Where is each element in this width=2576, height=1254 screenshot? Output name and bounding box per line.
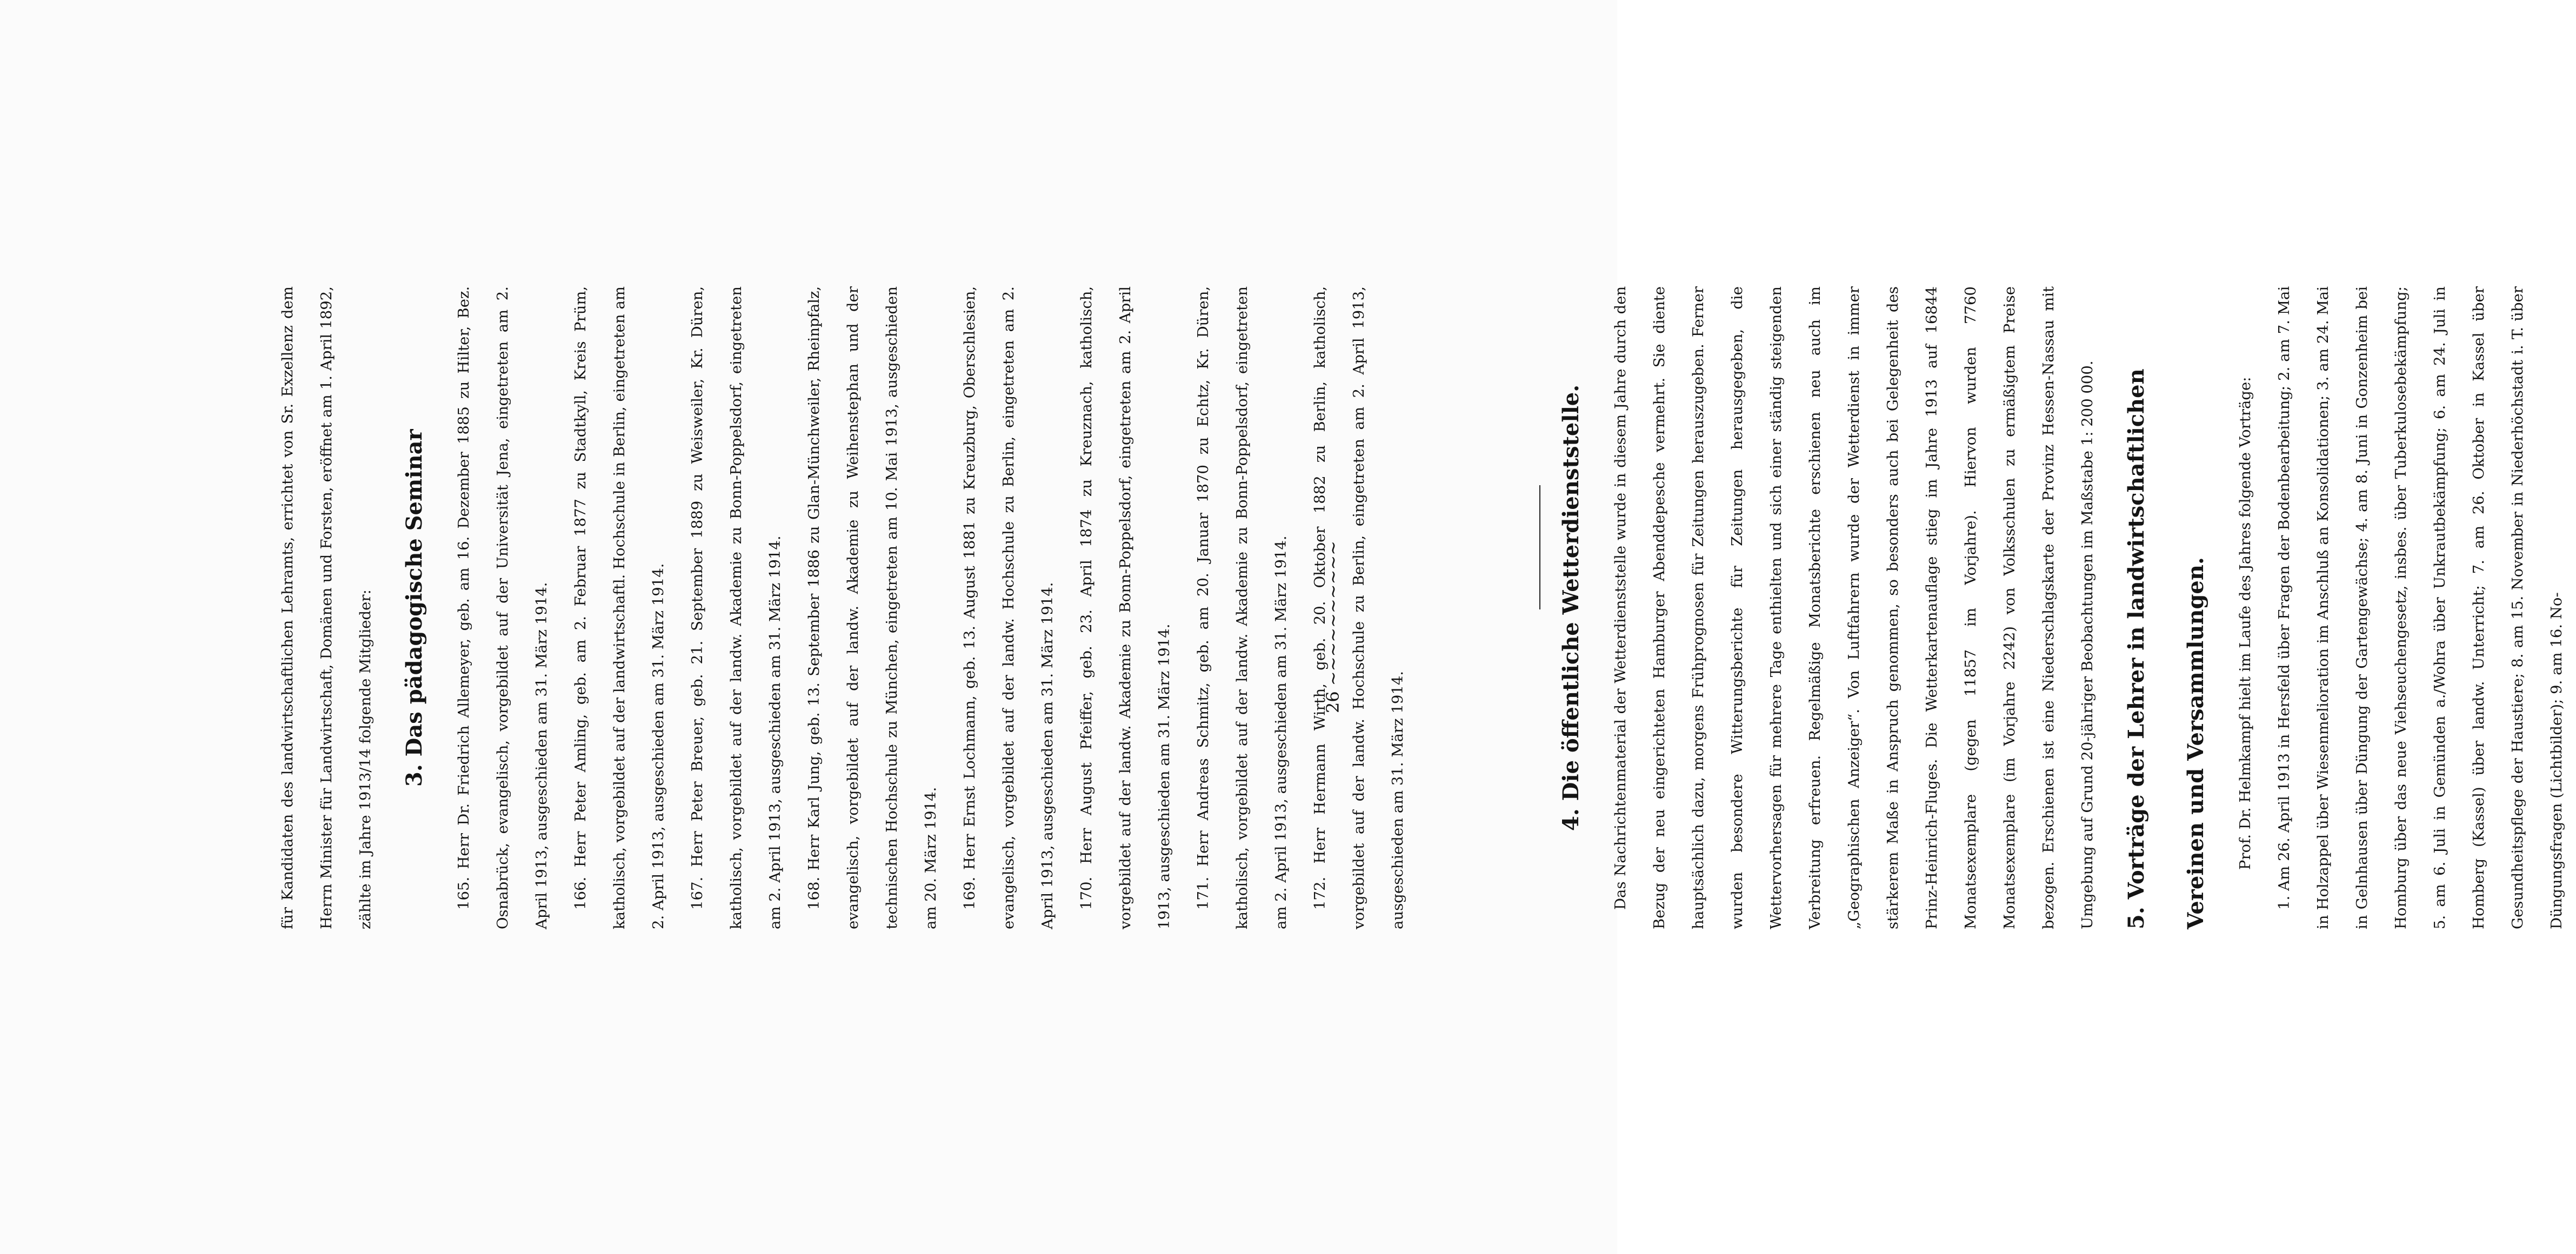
member-entry-166: 166. Herr Peter Amling, geb. am 2. Februar 1877 zu Stadtkyll, Kreis Prüm, katholisch, vorgebildet auf der landwirtschaftl. Hochschule in Berlin, eingetreten am 2. April 1913, ausgeschieden am 31. März 1914. — [572, 286, 667, 929]
member-entry-172: 172. Herr Hermann Wirth, geb. 20. Oktober 1882 zu Berlin, katholisch, vorgebildet auf der landw. Hochschule zu Berlin, eingetreten am 2. April 1913, ausgeschieden am 31. März 1914. — [1311, 286, 1406, 929]
member-entry-168: 168. Herr Karl Jung, geb. 13. September 1886 zu Glan-Münchweiler, Rheinpfalz, evangelisch, vorgebildet auf der landw. Akademie zu Weihenstephan und der technischen Hochschule zu München, eingetreten am 10. Mai 1913, ausgeschieden am 20. März 1914. — [805, 286, 939, 929]
member-entry-171: 171. Herr Andreas Schmitz, geb. am 20. Januar 1870 zu Echtz, Kr. Düren, katholisch, vorgebildet auf der landw. Akademie zu Bonn-Poppelsdorf, eingetreten am 2. April 1913, ausgeschieden am 31. März 1914. — [1194, 286, 1290, 929]
member-entry-167: 167. Herr Peter Breuer, geb. 21. September 1889 zu Weisweiler, Kr. Düren, katholisch, vorgebildet auf der landw. Akademie zu Bonn-Poppelsdorf, eingetreten am 2. April 1913, ausgeschieden am 31. März 1914. — [689, 286, 784, 929]
member-entry-165: 165. Herr Dr. Friedrich Allemeyer, geb. am 16. Dezember 1885 zu Hilter, Bez. Osnabrück, evangelisch, vorgebildet auf der Universität Jena, eingetreten am 2. April 1913, ausgeschieden am 31. März 1914. — [455, 286, 550, 929]
section5-intro: Prof. Dr. Helmkampf hielt im Laufe des Jahres folgende Vorträge: — [2237, 377, 2254, 870]
header-ornament: ~~~~~~~~~~ — [1323, 540, 1343, 686]
section3-continuation: für Kandidaten des landwirtschaftlichen Lehramts, errichtet von Sr. Exzellenz dem Herrn Minister für Landwirtschaft, Domänen und Forsten, eröffnet am 1. April 1892, zählte im Jahre 1913/14 folgende Mitglieder: — [279, 286, 374, 929]
document-page — [268, 286, 2565, 967]
text-column — [268, 286, 2565, 929]
member-entry-170: 170. Herr August Pfeiffer, geb. 23. April 1874 zu Kreuznach, katholisch, vorgebildet auf der landw. Akademie zu Bonn-Poppelsdorf, eingetreten am 2. April 1913, ausgeschieden am 31. März 1914. — [1078, 286, 1173, 929]
section5-body: 1. Am 26. April 1913 in Hersfeld über Fragen der Bodenbearbeitung; 2. am 7. Mai in Holzappel über Wiesenmelioration im Anschluß an Konsolidationen; 3. am 24. Mai in Gelnhausen über Düngung der Gartengewächse; 4. am 8. Juni in Gonzenheim bei Homburg über das neue Viehseuchengesetz, insbes. über Tuberkulosebekämpfung; 5. am 6. Juli in Gemünden a./Wohra über Unkrautbekämpfung; 6. am 24. Juli in Homberg (Kassel) über landw. Unterricht; 7. am 26. Oktober in Kassel über Gesundheitspflege der Haustiere; 8. am 15. November in Niederhöchstadt i. T. über Düngungsfragen (Lichtbilder); 9. am 16. No- — [2275, 286, 2565, 929]
section5-heading: 5. Vorträge der Lehrer in landwirtschaftlichen Vereinen und Versammlungen. — [2124, 368, 2208, 929]
member-entry-169: 169. Herr Ernst Lochmann, geb. 13. August 1881 zu Kreuzburg, Oberschlesien, evangelisch, vorgebildet auf der landw. Hochschule zu Berlin, eingetreten am 2. April 1913, ausgeschieden am 31. März 1914. — [961, 286, 1056, 929]
section4-body: Das Nachrichtenmaterial der Wetterdienststelle wurde in diesem Jahre durch den Bezug der neu eingerichteten Hamburger Abenddepesche vermehrt. Sie diente hauptsächlich dazu, morgens Frühprognosen für Zeitungen herauszugeben. Ferner wurden besondere Witterungsberichte für Zeitungen herausgegeben, die Wettervorhersagen für mehrere Tage enthielten und sich einer ständig steigenden Verbreitung erfreuen. Regelmäßige Monatsberichte erschienen neu auch im „Geographischen Anzeiger“. Von Luftfahrern wurde der Wetterdienst in immer stärkerem Maße in Anspruch genommen, so besonders auch bei Gelegenheit des Prinz-Heinrich-Fluges. Die Wetterkartenauflage stieg im Jahre 1913 auf 16844 Monatsexemplare (gegen 11857 im Vorjahre). Hiervon wurden 7760 Monatsexemplare (im Vorjahre 2242) von Volksschulen zu ermäßigtem Preise bezogen. Erschienen ist eine Niederschlagskarte der Provinz Hessen-Nassau mit Umgebung auf Grund 20-jähriger Beobachtungen im Maßstabe 1: 200 000. — [1612, 286, 2096, 929]
section3-heading: 3. Das pädagogische Seminar — [402, 429, 427, 787]
page-number: 26 — [1323, 690, 1343, 713]
section4-heading: 4. Die öffentliche Wetterdienststelle. — [1558, 384, 1584, 831]
section-divider — [1417, 606, 1541, 609]
